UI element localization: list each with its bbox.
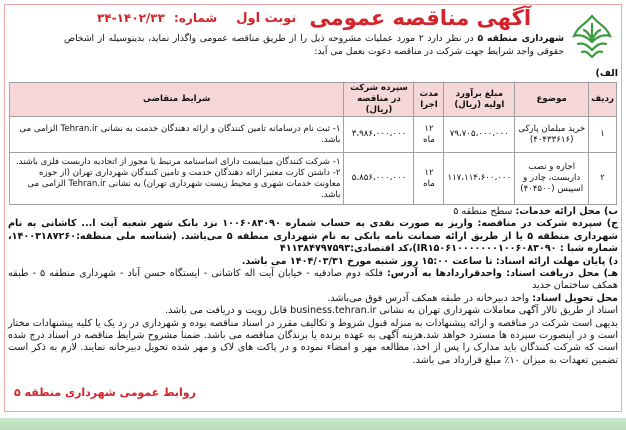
notice-header: [64, 6, 564, 32]
row-deposit: ۵،۸۵۶،۰۰۰،۰۰۰: [344, 153, 414, 205]
header-estimate: مبلغ برآورد اولیه (ریال): [444, 83, 515, 117]
tehran-municipality-logo-icon: [568, 10, 616, 66]
row-requirements: ۱- ثبت نام درسامانه تامین کنندگان و ارائه دهندگان خدمت به نشانی Tehran.ir الزامی می باشد.: [10, 117, 344, 153]
section-c: ج) سپرده شرکت در مناقصه: واریز به صورت نقدی به حساب شماره ۱۰۰۶۰۸۳۰۹۰ نزد بانک شهر شعبه آیت ا... کاشانی به نام شهرداری منطقه ۵ یا از طریق ارائه ضمانت نامه بانکی به نام شهرداری منطقه ۵ می‌باشد. (شناسه ملی منطقه:۱۴۰۰۳۱۸۷۲۶۰، شماره شبا : IR۱۵۰۶۱۰۰۰۰۰۰۰۱۰۰۶۰۸۳۰۹۰)،کد اقتصادی:۴۱۱۳۸۴۷۹۷۵۹۳: [8, 218, 618, 255]
row-duration: ۱۲ ماه: [414, 153, 444, 205]
section-h-label: هـ) محل دریافت اسناد: واحدقراردادها به آدرس:: [386, 268, 618, 280]
row-requirements: ۱- شرکت کنندگان میبایست دارای اساسنامه مرتبط یا مجوز از اتحادیه داربست فلزی باشند. ۲- داشتن کارت معتبر ارائه دهندگان خدمت و تامین کنندگان شهرداری تهران (از حوزه معاونت خدمات شهری و محیط زیست شهرداری تهران) به نشانی Tehran.ir الزامی می باشد.: [10, 153, 344, 205]
public-relations-signature: روابط عمومی شهرداری منطقه ۵: [14, 386, 196, 399]
tender-table: [9, 82, 617, 205]
table-header-row: [10, 83, 617, 117]
notice-number-value: ۳۴-۱۴۰۲/۳۳: [96, 11, 165, 25]
intro-paragraph: [64, 33, 564, 58]
row-subject: اجاره و نصب داربست، چادر و اسپیس (۴۰۴۵۰۰): [515, 153, 589, 205]
section-delivery: [8, 293, 618, 305]
section-delivery-label: محل تحویل اسناد:: [532, 292, 618, 304]
row-number: ۱: [589, 117, 617, 153]
section-h: [8, 268, 618, 293]
intro-text: در نظر دارد ۲ مورد عملیات مشروحه ذیل را از طریق مناقصه عمومی واگذار نماید، بدینوسیله از اشخاص حقوقی واجد شرایط جهت شرکت در مناقصه دعوت بعمل می آید:: [64, 33, 564, 57]
terms-paragraph: بدیهی است شرکت در مناقصه و ارائه پیشنهادات به منزله قبول شروط و تکالیف مقرر در اسناد مناقصه بوده و شهرداری در رد یک یا کلیه پیشنهادات مختار است و در اینصورت سپرده ها مسترد خواهد شد.هزینه آگهی به عهده برنده یا برندگان مناقصه می باشد. ضمنا مشروح شرایط مناقصه در اسناد درج شده است که شرکت کنندگان باید مدارک را پس از اخذ، مطالعه مهر و امضاء نموده و در پاکت های لاک و مهر شده تحویل دبیرخانه نمایند. لازم به ذکر است تضمین تعهدات به میزان ۱۰٪ مبلغ قرارداد می باشد.: [8, 317, 618, 366]
row-deposit: ۳،۹۸۶،۰۰۰،۰۰۰: [344, 117, 414, 153]
table-row: [10, 117, 617, 153]
header-requirements: شرایط متقاضی: [10, 83, 344, 117]
notice-number-label: شماره:: [174, 11, 218, 25]
section-b: [8, 206, 618, 218]
section-b-label: ب) محل ارائه خدمات:: [515, 206, 618, 217]
row-number: ۲: [589, 153, 617, 205]
notice-footer: [8, 383, 616, 409]
header-subject: موضوع: [515, 83, 589, 117]
table-row: [10, 153, 617, 205]
row-estimate: ۱۱۷،۱۱۴،۶۰۰،۰۰۰: [444, 153, 515, 205]
header-duration: مدت اجرا: [414, 83, 444, 117]
section-alef-label: الف): [595, 68, 618, 79]
section-d: د) پایان مهلت ارائه اسناد: تا ساعت ۱۵:۰۰ روز شنبه مورخ ۱۴۰۴/۰۳/۳۱ می باشد.: [241, 255, 618, 267]
row-duration: ۱۲ ماه: [414, 117, 444, 153]
section-h-text: فلکه دوم صادقیه - خیابان آیت اله کاشانی - ایستگاه حسن آباد - شهرداری منطقه ۵ - طبقه همکف ساختمان جدید: [8, 268, 618, 292]
documents-paragraph: اسناد از طریق تالار آگهی معاملات شهرداری تهران به نشانی business.tehran.ir قابل رویت و دریافت می باشد.: [165, 305, 618, 317]
section-delivery-text: واحد دبیرخانه در طبقه همکف آدرس فوق می‌باشد.: [327, 292, 533, 304]
intro-org: شهرداری منطقه ۵: [477, 33, 564, 44]
row-estimate: ۷۹،۷۰۵،۰۰۰،۰۰۰: [444, 117, 515, 153]
bottom-green-strip: [0, 418, 626, 430]
section-b-text: سطح منطقه ۵: [453, 206, 516, 217]
notice-round: نوبت اول: [236, 10, 297, 26]
header-row-number: ردیف: [589, 83, 617, 117]
notice-body: [8, 206, 618, 367]
notice-title: آگهی مناقصه عمومی: [309, 6, 532, 30]
row-subject: خرید مبلمان پارکی (۴۰۴۳۳۶۱۶): [515, 117, 589, 153]
header-deposit: سپرده شرکت در مناقصه (ریال): [344, 83, 414, 117]
